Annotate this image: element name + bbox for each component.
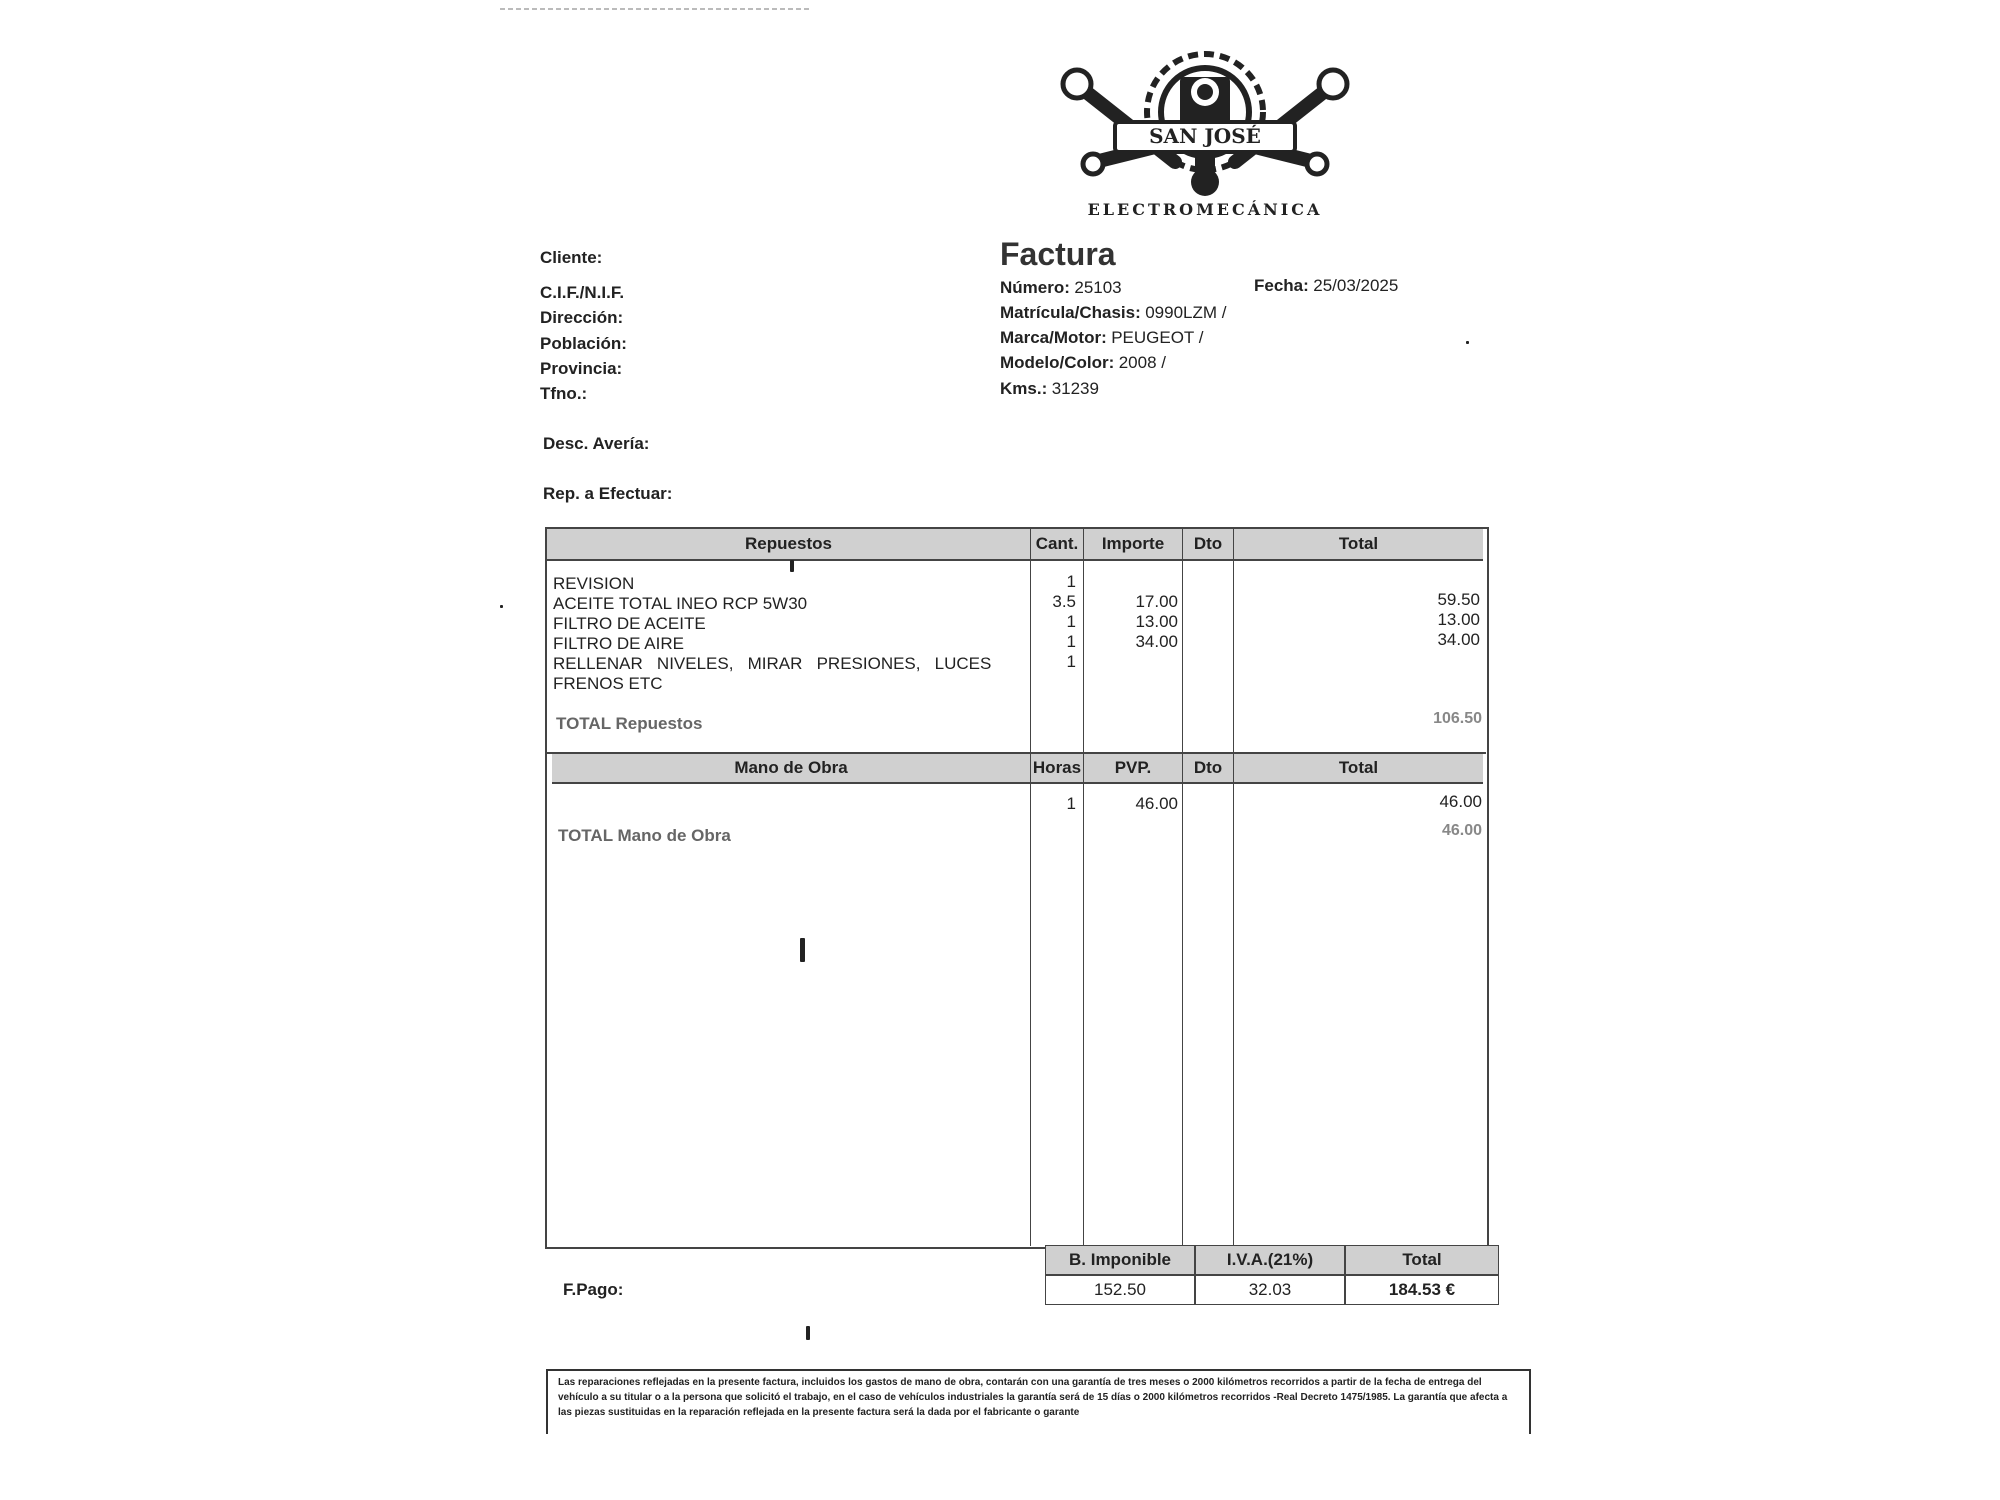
fpago-label: F.Pago: — [563, 1280, 624, 1299]
document-title: Factura — [1000, 236, 1116, 272]
base-imponible-value: 152.50 — [1045, 1275, 1195, 1305]
direccion-label: Dirección: — [540, 308, 624, 327]
repuesto-cant-4: 1 — [1066, 652, 1076, 671]
marca-value: PEUGEOT / — [1111, 328, 1204, 347]
fecha-field — [1254, 276, 1398, 296]
legal-warranty-text: Las reparaciones reflejadas en la presente factura, incluidos los gastos de mano de obra, contarán con una garantía de tres meses o 2000 kilómetros recorridos a partir de la fecha de entrega del vehículo a su titular o a la persona que solicitó el trabajo, en el caso de vehículos industriales la garantía será de 15 días o 2000 kilómetros recorridos -Real Decreto 1475/1985. La garantía que afecta a las piezas sustituidas en la reparación reflejada en la presente factura será la dada por el fabricante o garante — [546, 1369, 1531, 1434]
repuestos-header: Repuestos — [547, 529, 1030, 561]
pvp-header: PVP. — [1084, 754, 1182, 784]
scan-speck — [1466, 341, 1469, 344]
cant-header: Cant. — [1031, 529, 1083, 561]
col-sep-dto — [1182, 528, 1183, 1246]
matricula-value: 0990LZM / — [1145, 303, 1227, 322]
marca-label: Marca/Motor: — [1000, 328, 1107, 347]
repuesto-total-3: 34.00 — [1437, 630, 1480, 649]
scan-artifact-line — [500, 8, 810, 10]
cliente-label: Cliente: — [540, 248, 603, 267]
repuesto-desc-5: FRENOS ETC — [553, 674, 663, 693]
repuesto-cant-1: 3.5 — [1052, 592, 1076, 611]
matricula-field — [1000, 303, 1226, 323]
repuesto-cant-2: 1 — [1066, 612, 1076, 631]
dto-header: Dto — [1183, 529, 1233, 561]
total-repuestos-label: TOTAL Repuestos — [556, 714, 703, 733]
scan-speck — [790, 560, 794, 572]
repuesto-desc-4: RELLENAR NIVELES, MIRAR PRESIONES, LUCES — [553, 654, 992, 673]
mano-obra-header: Mano de Obra — [552, 754, 1030, 784]
kms-label: Kms.: — [1000, 379, 1048, 398]
total-header: Total — [1234, 529, 1483, 561]
scan-speck — [500, 605, 503, 608]
repuesto-importe-1: 17.00 — [1135, 592, 1178, 611]
horas-header: Horas — [1031, 754, 1083, 784]
marca-field — [1000, 328, 1203, 348]
mo-total-0: 46.00 — [1439, 792, 1482, 811]
base-imponible-header: B. Imponible — [1045, 1245, 1195, 1275]
repuesto-cant-3: 1 — [1066, 632, 1076, 651]
repuesto-importe-2: 13.00 — [1135, 612, 1178, 631]
repuesto-desc-0: REVISION — [553, 574, 635, 593]
numero-label: Número: — [1000, 278, 1070, 297]
iva-value: 32.03 — [1195, 1275, 1345, 1305]
scan-speck — [800, 938, 805, 962]
matricula-label: Matrícula/Chasis: — [1000, 303, 1141, 322]
mo-horas-0: 1 — [1066, 794, 1076, 813]
fecha-label: Fecha: — [1254, 276, 1309, 295]
modelo-label: Modelo/Color: — [1000, 353, 1115, 372]
total-repuestos-value: 106.50 — [1433, 710, 1482, 727]
numero-field — [1000, 278, 1122, 298]
grand-total-value: 184.53 € — [1345, 1275, 1499, 1305]
grand-total-header: Total — [1345, 1245, 1499, 1275]
company-tagline: ELECTROMECÁNICA — [1087, 200, 1323, 219]
numero-value: 25103 — [1074, 278, 1122, 297]
logo-name: SAN JOSÉ — [1149, 124, 1261, 148]
modelo-field — [1000, 353, 1166, 373]
mo-dto-header: Dto — [1183, 754, 1233, 784]
repuesto-desc-2: FILTRO DE ACEITE — [553, 614, 706, 633]
cif-label: C.I.F./N.I.F. — [540, 283, 625, 302]
importe-header: Importe — [1084, 529, 1182, 561]
repuesto-importe-3: 34.00 — [1135, 632, 1178, 651]
provincia-label: Provincia: — [540, 359, 623, 378]
rep-efectuar-label: Rep. a Efectuar: — [543, 484, 673, 503]
total-mano-obra-label: TOTAL Mano de Obra — [558, 826, 731, 845]
repuesto-total-2: 13.00 — [1437, 610, 1480, 629]
repuesto-cant-0: 1 — [1066, 572, 1076, 591]
kms-field — [1000, 379, 1099, 399]
repuesto-desc-3: FILTRO DE AIRE — [553, 634, 684, 653]
desc-averia-label: Desc. Avería: — [543, 434, 650, 453]
iva-header: I.V.A.(21%) — [1195, 1245, 1345, 1275]
repuesto-total-1: 59.50 — [1437, 590, 1480, 609]
tfno-label: Tfno.: — [540, 384, 588, 403]
mo-pvp-0: 46.00 — [1135, 794, 1178, 813]
total-mano-obra-value: 46.00 — [1441, 822, 1482, 839]
repuesto-desc-1: ACEITE TOTAL INEO RCP 5W30 — [553, 594, 808, 613]
scan-speck — [806, 1326, 810, 1340]
poblacion-label: Población: — [540, 334, 627, 353]
fecha-value: 25/03/2025 — [1313, 276, 1399, 295]
modelo-value: 2008 / — [1118, 353, 1166, 372]
kms-value: 31239 — [1051, 379, 1099, 398]
mo-total-header: Total — [1234, 754, 1483, 784]
